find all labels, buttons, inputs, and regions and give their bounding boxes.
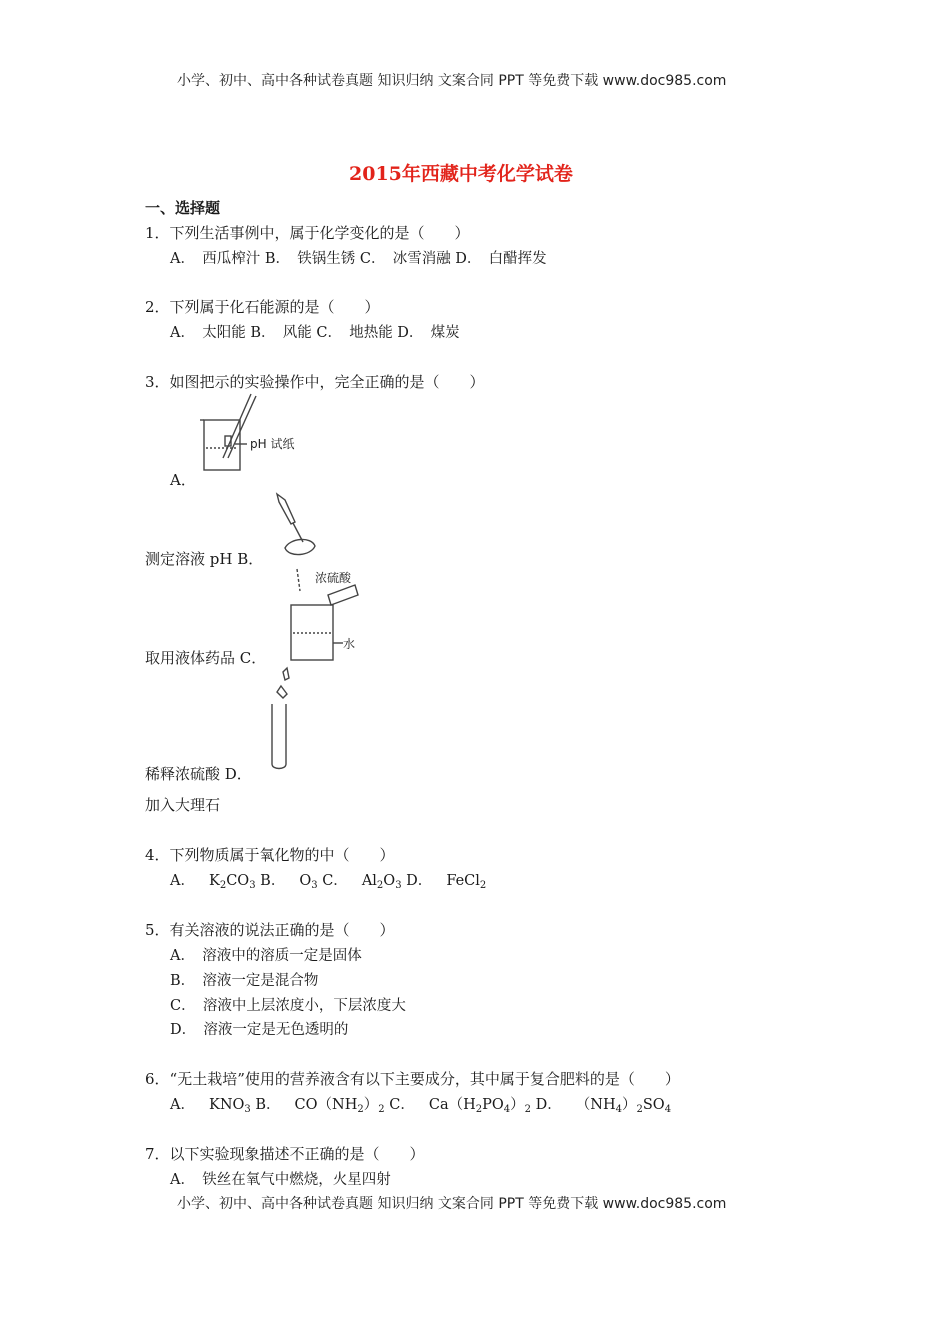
- question-2-options: A． 太阳能 B． 风能 C． 地热能 D． 煤炭: [170, 325, 460, 341]
- question-3-d-label: 加入大理石: [145, 796, 221, 814]
- question-5-option-b: B． 溶液一定是混合物: [170, 973, 319, 989]
- figure-dilute-acid: [283, 565, 383, 665]
- figure-test-tube: [263, 664, 303, 774]
- page-title: 2015年西藏中考化学试卷: [349, 163, 573, 185]
- ph-paper-label: pH 试纸: [250, 437, 295, 451]
- question-3-d-caption: 稀释浓硫酸 D．: [145, 765, 252, 783]
- figure-dropper: [265, 490, 325, 565]
- question-1-stem: 1．下列生活事例中，属于化学变化的是（ ）: [145, 224, 470, 242]
- question-1-options: A． 西瓜榨汁 B． 铁锅生锈 C． 冰雪消融 D． 白醋挥发: [170, 251, 547, 267]
- question-6-options: A． $KNO_3$ B． $CO(NH_2)_2$ C． $Ca(H_2PO_4)_2$ D． $(NH_4)_2SO_4$: [170, 1097, 672, 1115]
- question-5-option-d: D． 溶液一定是无色透明的: [170, 1022, 349, 1038]
- figure-ph-test: [195, 392, 305, 482]
- question-6-stem: 6．“无土栽培”使用的营养液含有以下主要成分，其中属于复合肥料的是（ ）: [145, 1070, 680, 1088]
- question-5-stem: 5．有关溶液的说法正确的是（ ）: [145, 921, 395, 939]
- water-label: 水: [343, 637, 356, 651]
- question-2-stem: 2．下列属于化石能源的是（ ）: [145, 298, 380, 316]
- question-7-option-a: A． 铁丝在氧气中燃烧，火星四射: [170, 1172, 391, 1188]
- question-4-stem: 4．下列物质属于氧化物的中（ ）: [145, 846, 395, 864]
- question-3-stem: 3．如图把示的实验操作中，完全正确的是（ ）: [145, 373, 485, 391]
- section-heading: 一、选择题: [145, 199, 221, 217]
- question-5-option-c: C． 溶液中上层浓度小，下层浓度大: [170, 998, 406, 1014]
- page-footer: 小学、初中、高中各种试卷真题 知识归纳 文案合同 PPT 等免费下载 www.doc985.com: [177, 1196, 727, 1212]
- page-header: 小学、初中、高中各种试卷真题 知识归纳 文案合同 PPT 等免费下载 www.doc985.com: [177, 73, 727, 89]
- question-4-options: A． $K_2CO_3$ B． $O_3$ C． $Al_2O_3$ D． FeCl$_2$: [170, 873, 487, 891]
- question-5-option-a: A． 溶液中的溶质一定是固体: [170, 948, 362, 964]
- question-3-a-letter: A．: [170, 471, 196, 489]
- conc-acid-label: 浓硫酸: [315, 571, 352, 585]
- question-3-c-caption: 取用液体药品 C．: [145, 649, 267, 667]
- question-7-stem: 7．以下实验现象描述不正确的是（ ）: [145, 1145, 425, 1163]
- question-3-b-caption: 测定溶液 pH B．: [145, 550, 264, 568]
